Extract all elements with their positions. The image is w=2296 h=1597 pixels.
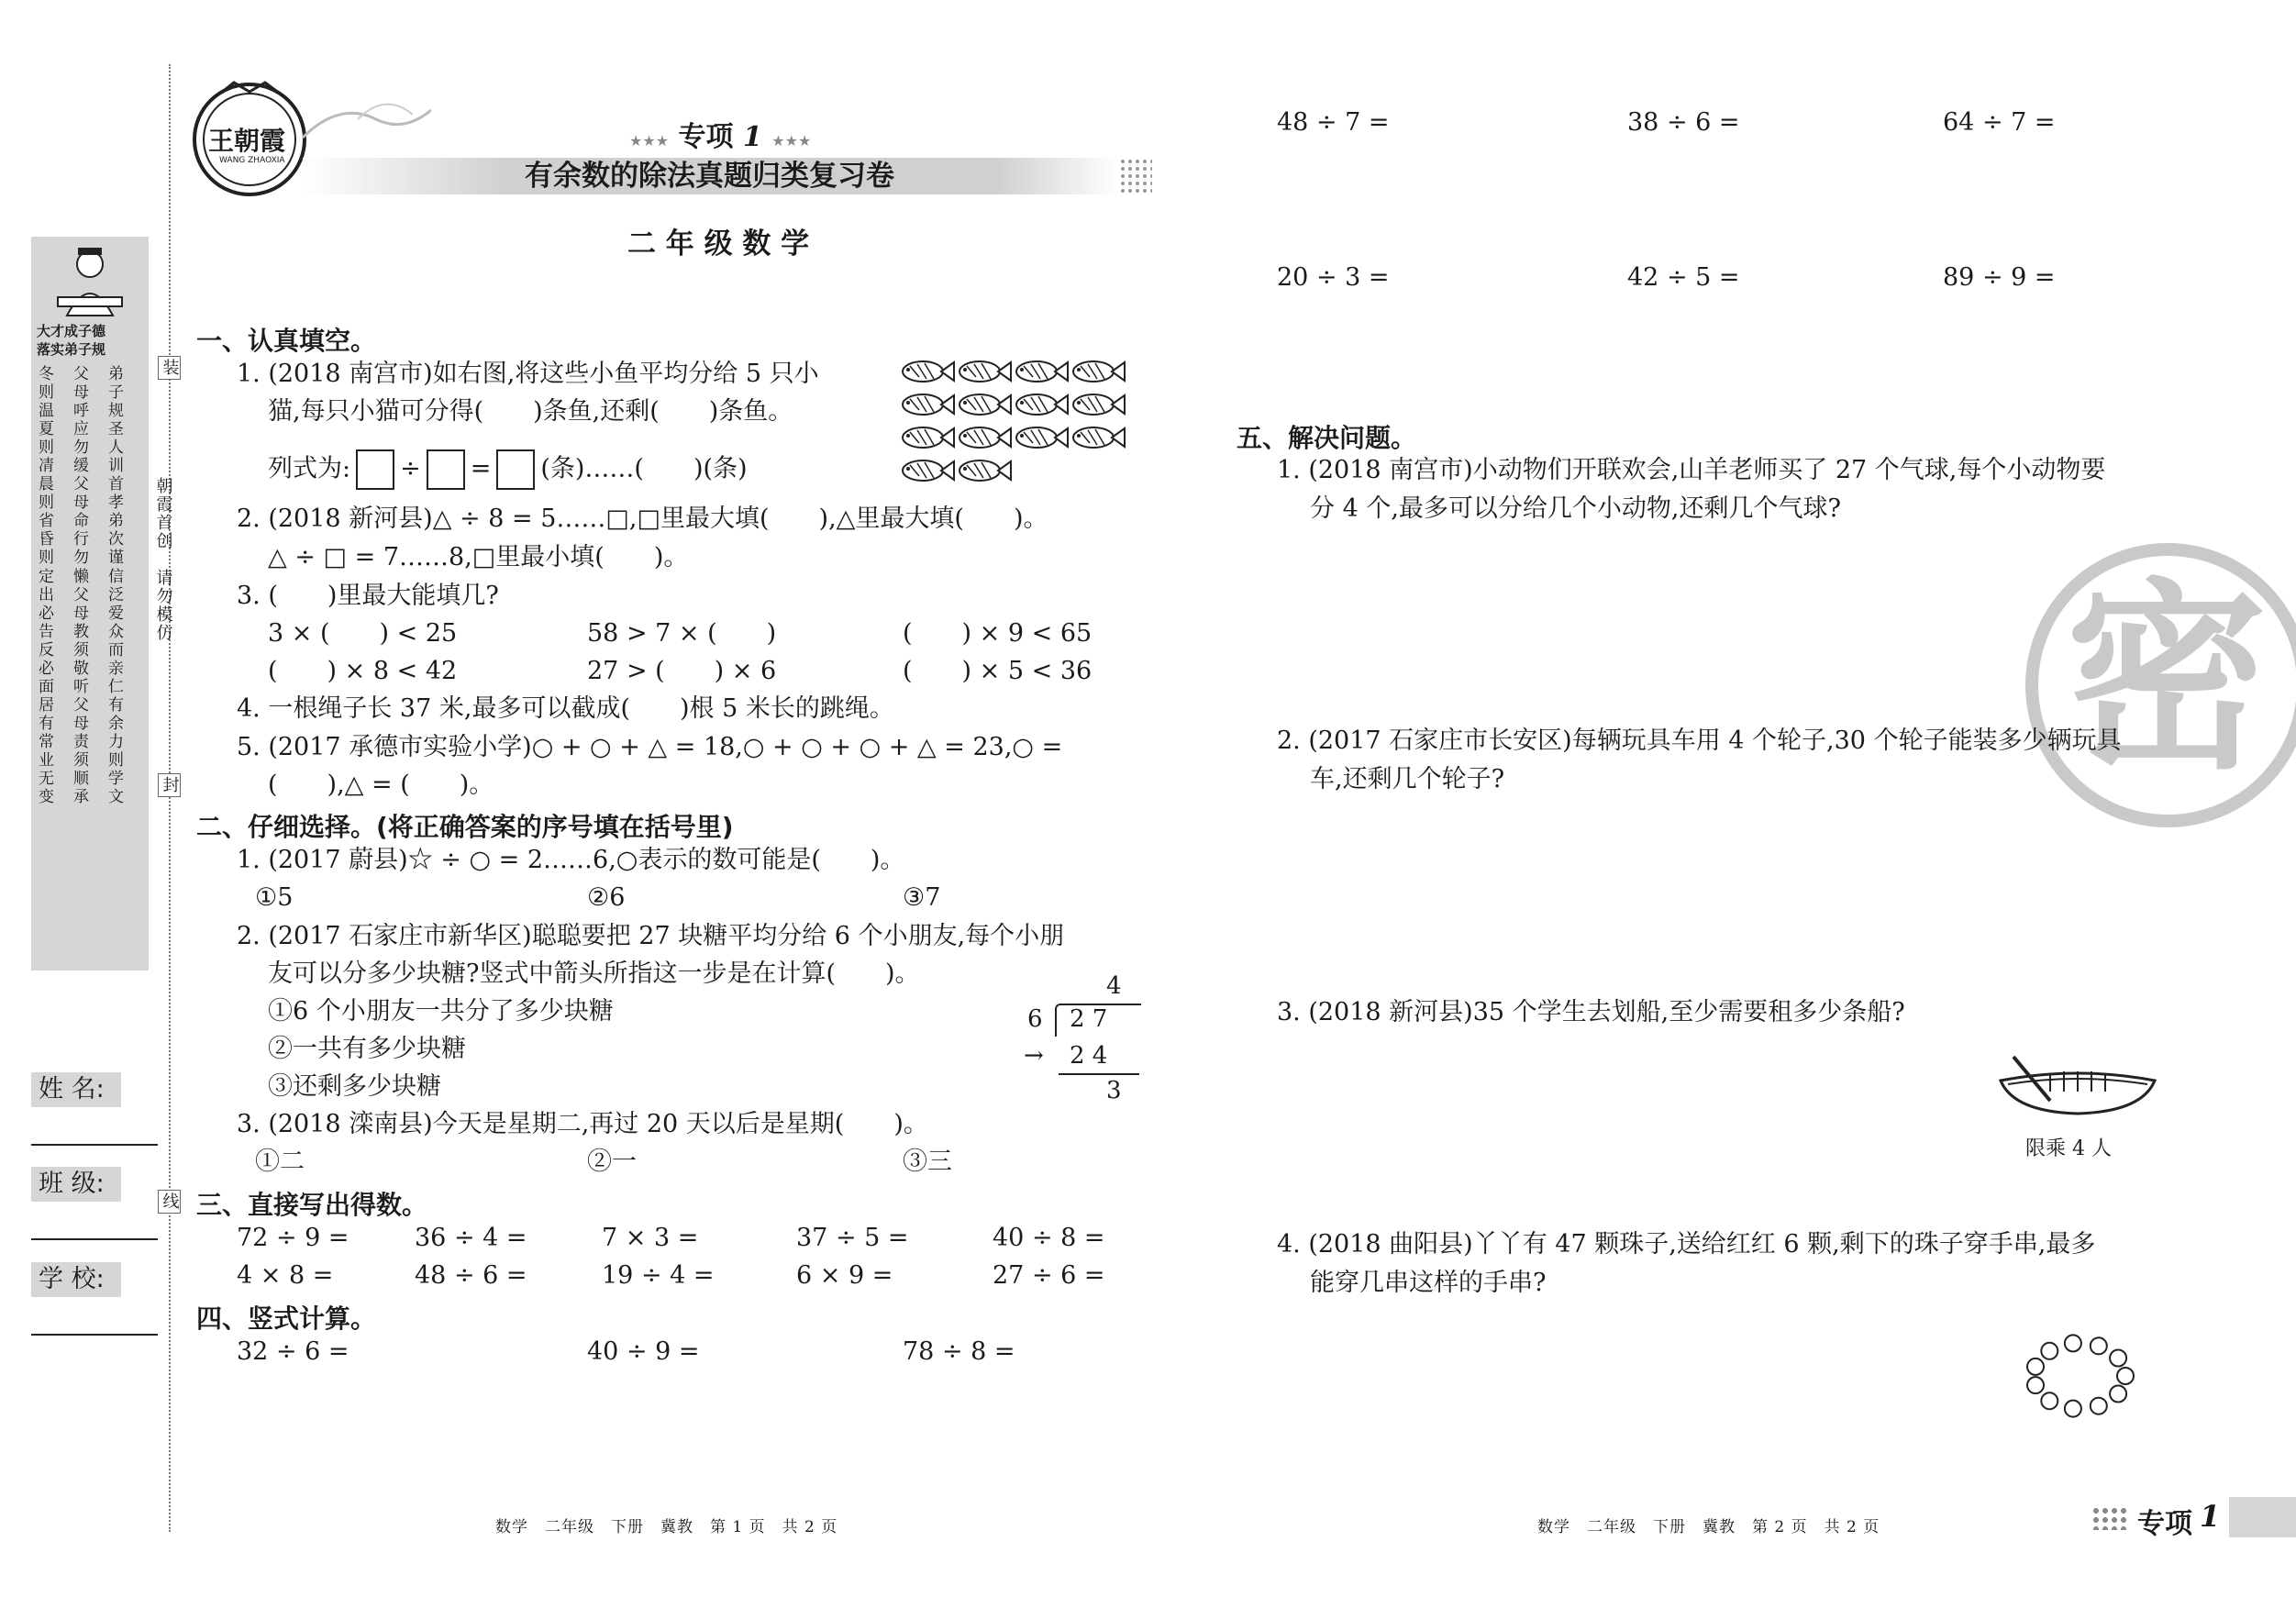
seal-text-bottom: 请勿模仿 xyxy=(153,569,173,642)
q1-eq-sign: = xyxy=(470,454,492,483)
corner-number: 1 xyxy=(2200,1499,2221,1534)
answer-box-2[interactable] xyxy=(427,449,465,490)
star-right-icon: ★★★ xyxy=(771,132,812,150)
calc-r1-1: 72 ÷ 9 = xyxy=(237,1224,349,1252)
long-division-quotient: 4 xyxy=(1106,972,1122,1000)
c3-option-2[interactable]: ②一 xyxy=(587,1148,637,1176)
p2-line-b: 车,还剩几个轮子? xyxy=(1310,765,1505,793)
p1-line-b: 分 4 个,最多可以分给几个小动物,还剩几个气球? xyxy=(1310,494,1841,523)
vert-r1-3: 78 ÷ 8 = xyxy=(903,1337,1015,1366)
bead-bracelet-icon xyxy=(2023,1330,2137,1422)
vert-r3-2: 42 ÷ 5 = xyxy=(1627,263,1740,292)
fish-icon xyxy=(903,427,954,448)
title-banner-dots xyxy=(1119,158,1152,194)
fish-icon xyxy=(903,460,954,481)
fish-icon xyxy=(1073,427,1125,448)
p1-line-a: 1. (2018 南宫市)小动物们开联欢会,山羊老师买了 27 个气球,每个小动物要 xyxy=(1277,456,2106,484)
calc-r1-2: 36 ÷ 4 = xyxy=(415,1224,527,1252)
verse-col-c: 冬则温 夏则凊 晨则省 昏则定 出必告 反必面 居有常 业无变 xyxy=(39,365,54,807)
vert-r2-1: 48 ÷ 7 = xyxy=(1277,108,1390,137)
name-label: 姓 名: xyxy=(31,1072,121,1107)
c2-option-3[interactable]: ③还剩多少块糖 xyxy=(268,1072,441,1101)
special-number: 1 xyxy=(742,121,762,153)
stamp-character: 密 xyxy=(2066,561,2268,796)
q2-line-b: △ ÷ □ = 7……8,□里最小填( )。 xyxy=(268,543,689,571)
c1-option-2[interactable]: ②6 xyxy=(587,883,626,912)
q3-row1-b: 58 > 7 × ( ) xyxy=(587,619,777,648)
q5-line-b: ( ),△ = ( )。 xyxy=(268,771,494,799)
q3-heading: 3. ( )里最大能填几? xyxy=(237,582,499,610)
corner-bar xyxy=(2229,1497,2296,1537)
long-division-dividend: 2 7 xyxy=(1070,1005,1108,1033)
q1-line-a: 1. (2018 南宫市)如右图,将这些小鱼平均分给 5 只小 xyxy=(237,360,819,388)
vert-r2-3: 64 ÷ 7 = xyxy=(1943,108,2056,137)
scholar-figure-icon xyxy=(39,244,140,317)
logo-text: 王朝霞 xyxy=(208,126,286,156)
boat-capacity-label: 限乘 4 人 xyxy=(2025,1137,2112,1160)
motto-line-2: 落实弟子规 xyxy=(37,341,106,358)
fish-icon xyxy=(959,394,1011,415)
section-2-heading: 二、仔细选择。(将正确答案的序号填在括号里) xyxy=(196,812,734,842)
calc-r2-1: 4 × 8 = xyxy=(237,1261,334,1290)
calc-r1-3: 7 × 3 = xyxy=(602,1224,699,1252)
q2-line-a: 2. (2018 新河县)△ ÷ 8 = 5……□,□里最大填( ),△里最大填( )。 xyxy=(237,505,1048,533)
bead-icon xyxy=(2110,1350,2126,1367)
verse-col-a: 弟子规 圣人训 首孝弟 次谨信 泛爱众 而亲仁 有余力 则学文 xyxy=(108,365,124,807)
fish-icon xyxy=(1073,361,1125,382)
c2-option-2[interactable]: ②一共有多少块糖 xyxy=(268,1035,466,1063)
section-5-heading: 五、解决问题。 xyxy=(1237,423,1417,453)
calc-r2-3: 19 ÷ 4 = xyxy=(602,1261,715,1290)
long-division-product: 2 4 xyxy=(1070,1042,1108,1070)
left-page-footer: 数学 二年级 下册 冀教 第 1 页 共 2 页 xyxy=(495,1518,838,1536)
q5-line-a: 5. (2017 承德市实验小学)○ + ○ + △ = 18,○ + ○ + ○ + △ = 23,○ = xyxy=(237,733,1063,761)
fish-icon xyxy=(1016,394,1068,415)
star-left-icon: ★★★ xyxy=(629,132,670,150)
bead-icon xyxy=(2027,1359,2044,1375)
confidential-stamp xyxy=(2025,543,2296,827)
calc-r1-5: 40 ÷ 8 = xyxy=(993,1224,1105,1252)
c3-option-3[interactable]: ③三 xyxy=(903,1148,952,1176)
p3-text: 3. (2018 新河县)35 个学生去划船,至少需要租多少条船? xyxy=(1277,998,1905,1026)
bead-icon xyxy=(2041,1343,2058,1359)
sidebar-dotted-line xyxy=(169,64,171,1532)
calc-r2-2: 48 ÷ 6 = xyxy=(415,1261,527,1290)
special-text: 专项 xyxy=(678,121,734,153)
school-label: 学 校: xyxy=(31,1262,121,1297)
fish-icon xyxy=(959,427,1011,448)
page-subtitle: 二 年 级 数 学 xyxy=(627,227,810,261)
p4-line-a: 4. (2018 曲阳县)丫丫有 47 颗珠子,送给红红 6 颗,剩下的珠子穿手串,最多 xyxy=(1277,1230,2096,1259)
long-division xyxy=(1018,972,1147,1110)
q1-formula-prefix: 列式为: xyxy=(268,454,351,483)
bead-icon xyxy=(2117,1368,2134,1384)
c2-option-1[interactable]: ①6 个小朋友一共分了多少块糖 xyxy=(268,997,614,1026)
long-division-line xyxy=(1059,1073,1139,1075)
q3-row2-a: ( ) × 8 < 42 xyxy=(268,657,458,685)
c2-line-b: 友可以分多少块糖?竖式中箭头所指这一步是在计算( )。 xyxy=(268,959,920,988)
bead-icon xyxy=(2110,1386,2126,1403)
vert-r3-3: 89 ÷ 9 = xyxy=(1943,263,2056,292)
p4-line-b: 能穿几串这样的手串? xyxy=(1310,1269,1547,1297)
class-label: 班 级: xyxy=(31,1167,121,1202)
school-underline xyxy=(31,1334,158,1336)
q3-row1-c: ( ) × 9 < 65 xyxy=(903,619,1093,648)
fish-icon xyxy=(1016,361,1068,382)
long-division-divisor: 6 xyxy=(1027,1005,1043,1033)
fish-icon xyxy=(1073,394,1125,415)
q1-formula xyxy=(268,449,748,490)
c1-option-1[interactable]: ①5 xyxy=(255,883,294,912)
name-underline xyxy=(31,1144,158,1146)
logo-subtext: WANG ZHAOXIA xyxy=(219,156,285,165)
bead-icon xyxy=(2041,1392,2058,1409)
long-division-arrow: → xyxy=(1024,1042,1044,1070)
class-field[interactable] xyxy=(31,1163,158,1241)
c1-option-3[interactable]: ③7 xyxy=(903,883,941,912)
q1-div-sign: ÷ xyxy=(400,454,421,483)
vert-r2-2: 38 ÷ 6 = xyxy=(1627,108,1740,137)
q3-row2-b: 27 > ( ) × 6 xyxy=(587,657,777,685)
answer-box-3[interactable] xyxy=(496,449,535,490)
q4-text: 4. 一根绳子长 37 米,最多可以截成( )根 5 米长的跳绳。 xyxy=(237,694,894,723)
c1-text: 1. (2017 蔚县)☆ ÷ ○ = 2……6,○表示的数可能是( )。 xyxy=(237,846,905,874)
q3-row1-a: 3 × ( ) < 25 xyxy=(268,619,458,648)
vert-r1-2: 40 ÷ 9 = xyxy=(587,1337,700,1366)
section-1-heading: 一、认真填空。 xyxy=(196,326,377,356)
fish-icon xyxy=(903,394,954,415)
corner-tab xyxy=(2091,1497,2296,1540)
motto-line-1: 大才成子德 xyxy=(37,323,106,339)
calc-r1-4: 37 ÷ 5 = xyxy=(796,1224,909,1252)
seal-text-top: 朝霞首创 xyxy=(153,477,173,550)
class-underline xyxy=(31,1238,158,1240)
c3-text: 3. (2018 滦南县)今天是星期二,再过 20 天以后是星期( )。 xyxy=(237,1110,928,1138)
answer-box-1[interactable] xyxy=(356,449,394,490)
boat-icon xyxy=(1995,1055,2160,1119)
section-3-heading: 三、直接写出得数。 xyxy=(196,1190,428,1220)
bead-icon xyxy=(2027,1377,2044,1393)
calc-r2-4: 6 × 9 = xyxy=(796,1261,893,1290)
section-4-heading: 四、竖式计算。 xyxy=(196,1303,377,1334)
q1-formula-suffix: (条)……( )(条) xyxy=(540,454,748,483)
ribbon-decoration xyxy=(303,92,431,147)
calc-r2-5: 27 ÷ 6 = xyxy=(993,1261,1105,1290)
name-field[interactable] xyxy=(31,1069,158,1147)
corner-dots xyxy=(2091,1506,2128,1530)
bead-icon xyxy=(2065,1401,2081,1417)
p2-line-a: 2. (2017 石家庄市长安区)每辆玩具车用 4 个轮子,30 个轮子能装多少辆玩具 xyxy=(1277,726,2122,755)
sidebar-motto-panel xyxy=(31,237,149,970)
verse-col-b: 父母呼 应勿缓 父母命 行勿懒 父母教 须敬听 父母责 须顺承 xyxy=(73,365,89,807)
fish-icon xyxy=(959,460,1011,481)
brand-logo xyxy=(188,75,312,199)
school-field[interactable] xyxy=(31,1259,158,1336)
bead-icon xyxy=(2065,1335,2081,1351)
fish-icon xyxy=(959,361,1011,382)
fish-icon xyxy=(903,361,954,382)
bead-icon xyxy=(2091,1337,2107,1354)
special-label xyxy=(629,114,811,154)
c2-line-a: 2. (2017 石家庄市新华区)聪聪要把 27 块糖平均分给 6 个小朋友,每个小朋 xyxy=(237,922,1065,950)
vert-r1-1: 32 ÷ 6 = xyxy=(237,1337,349,1366)
q3-row2-c: ( ) × 5 < 36 xyxy=(903,657,1093,685)
c3-option-1[interactable]: ①二 xyxy=(255,1148,305,1176)
bead-icon xyxy=(2091,1398,2107,1414)
fish-group-image xyxy=(897,353,1131,491)
long-division-remainder: 3 xyxy=(1106,1077,1122,1104)
page-title: 有余数的除法真题归类复习卷 xyxy=(525,160,894,193)
fish-icon xyxy=(1016,427,1068,448)
q1-line-b: 猫,每只小猫可分得( )条鱼,还剩( )条鱼。 xyxy=(268,397,793,426)
binding-mark-2: 封 xyxy=(158,773,181,797)
vert-r3-1: 20 ÷ 3 = xyxy=(1277,263,1390,292)
binding-mark-3: 线 xyxy=(158,1190,181,1214)
corner-label: 专项 xyxy=(2137,1508,2192,1540)
right-page-footer: 数学 二年级 下册 冀教 第 2 页 共 2 页 xyxy=(1537,1518,1880,1536)
binding-mark-1: 装 xyxy=(158,356,181,380)
